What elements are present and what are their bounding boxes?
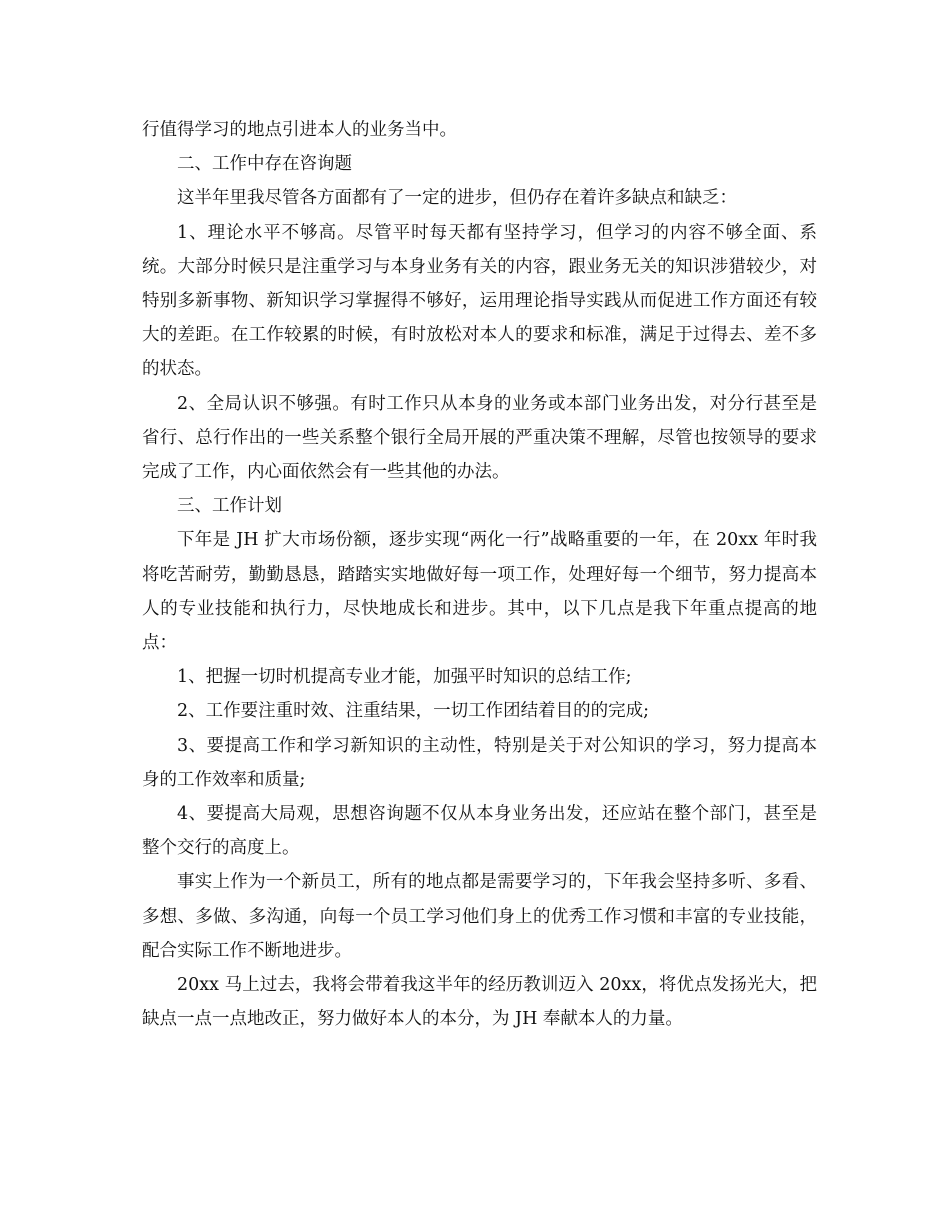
document-body <box>142 113 817 1036</box>
paragraph-3: 这半年里我尽管各方面都有了一定的进步，但仍存在着许多缺点和缺乏： <box>177 188 737 209</box>
paragraph-1: 行值得学习的地点引进本人的业务当中。 <box>142 120 457 140</box>
list-item-2: 2、工作要注重时效、注重结果，一切工作团结着目的的完成; <box>177 701 650 722</box>
paragraph-4: 1、理论水平不够高。尽管平时每天都有坚持学习，但学习的内容不够全面、系统。大部分时候只是注重学习与本身业务有关的内容，跟业务无关的知识涉猎较少，对特别多新事物、新知识学习掌握得不够好，运用理论指导实践从而促进工作方面还有较大的差距。在工作较累的时候，有时放松对本人的要求和标准，满足于过得去、差不多的状态。 <box>142 222 817 380</box>
paragraph-5: 2、全局认识不够强。有时工作只从本身的业务或本部门业务出发，对分行甚至是省行、总行作出的一些关系整个银行全局开展的严重决策不理解，尽管也按领导的要求完成了工作，内心面依然会有一些其他的办法。 <box>142 393 817 483</box>
section-heading-issues: 二、工作中存在咨询题 <box>177 154 352 175</box>
section-heading-plan: 三、工作计划 <box>177 496 282 517</box>
paragraph-12: 事实上作为一个新员工，所有的地点都是需要学习的，下年我会坚持多听、多看、多想、多做、多沟通，向每一个员工学习他们身上的优秀工作习惯和丰富的专业技能，配合实际工作不断地进步。 <box>142 872 817 961</box>
paragraph-7: 下年是 JH 扩大市场份额，逐步实现“两化一行”战略重要的一年，在 20xx 年时我将吃苦耐劳，勤勤恳恳，踏踏实实地做好每一项工作，处理好每一个细节，努力提高本人的专业技能和执行力，尽快地成长和进步。其中，以下几点是我下年重点提高的地点： <box>142 530 817 654</box>
list-item-4: 4、要提高大局观，思想咨询题不仅从本身业务出发，还应站在整个部门，甚至是整个交行的高度上。 <box>142 804 817 859</box>
paragraph-13: 20xx 马上过去，我将会带着我这半年的经历教训迈入 20xx，将优点发扬光大，把缺点一点一点地改正，努力做好本人的本分，为 JH 奉献本人的力量。 <box>142 975 817 1030</box>
list-item-3: 3、要提高工作和学习新知识的主动性，特别是关于对公知识的学习，努力提高本身的工作效率和质量; <box>142 735 817 790</box>
list-item-1: 1、把握一切时机提高专业才能，加强平时知识的总结工作; <box>177 667 632 688</box>
